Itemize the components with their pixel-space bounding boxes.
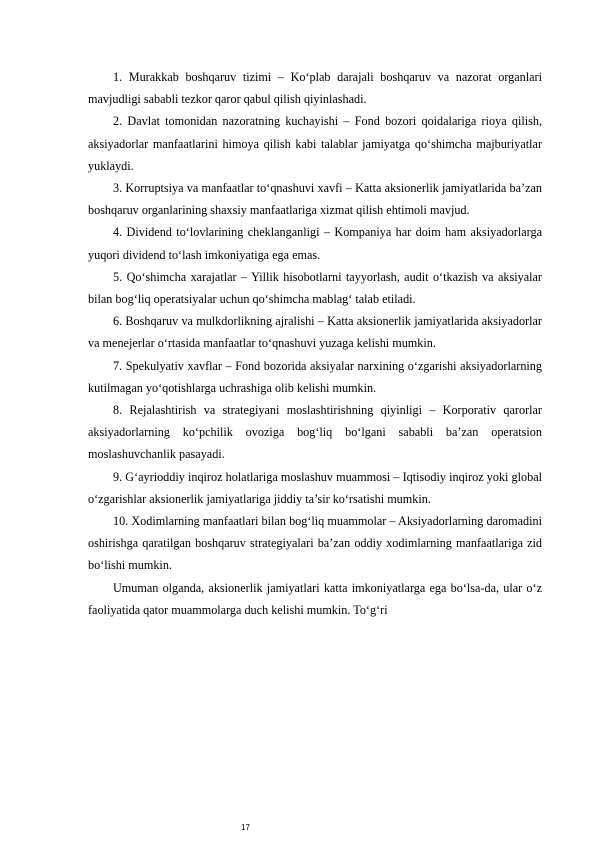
paragraph-4: 4. Dividend to‘lovlarining cheklanganligi – Kompaniya har doim ham aksiyadorlarga yuqori dividend to‘lash imkoniyatiga ega emas. xyxy=(88,225,542,262)
paragraph-7: 7. Spekulyativ xavflar – Fond bozorida aksiyalar narxining o‘zgarishi aksiyadorlarning kutilmagan yo‘qotishlarga uchrashiga olib kelishi mumkin. xyxy=(88,358,542,395)
paragraph-summary: Umuman olganda, aksionerlik jamiyatlari katta imkoniyatlarga ega bo‘lsa-da, ular o‘z faoliyatida qator muammolarga duch kelishi mumkin. To‘g‘ri xyxy=(88,580,542,617)
paragraph-9: 9. G‘ayrioddiy inqiroz holatlariga moslashuv muammosi – Iqtisodiy inqiroz yoki global o‘zgarishlar aksionerlik jamiyatlariga jiddiy ta’sir ko‘rsatishi mumkin. xyxy=(88,469,542,506)
paragraph-5: 5. Qo‘shimcha xarajatlar – Yillik hisobotlarni tayyorlash, audit o‘tkazish va aksiyalar bilan bog‘liq operatsiyalar uchun qo‘shimcha mablag‘ talab etiladi. xyxy=(88,269,542,307)
paragraph-10: 10. Xodimlarning manfaatlari bilan bog‘liq muammolar – Aksiyadorlarning daromadini oshirishga qaratilgan boshqaruv strategiyalari ba’zan oddiy xodimlarning manfaatlariga zid bo‘lishi mumkin. xyxy=(88,514,542,573)
paragraph-8: 8. Rejalashtirish va strategiyani moslashtirishning qiyinligi – Korporativ qarorlar aksiyadorlarning ko‘pchilik ovoziga bog‘liq bo‘lgani sababli ba’zan operatsion moslashuvchanlik pasayadi. xyxy=(88,403,542,462)
paragraph-2: 2. Davlat tomonidan nazoratning kuchayishi – Fond bozori qoidalariga rioya qilish, aksiyadorlar manfaatlarini himoya qilish kabi talablar jamiyatga qo‘shimcha majburiyatlar yuklaydi. xyxy=(88,114,542,173)
page-body xyxy=(88,66,542,621)
paragraph-3: 3. Korruptsiya va manfaatlar to‘qnashuvi xavfi – Katta aksionerlik jamiyatlarida ba’zan boshqaruv organlarining shaxsiy manfaatlariga xizmat qilish ehtimoli mavjud. xyxy=(88,181,542,218)
page-number: 17 xyxy=(241,823,250,832)
paragraph-6: 6. Boshqaruv va mulkdorlikning ajralishi – Katta aksionerlik jamiyatlarida aksiyadorlar va menejerlar o‘rtasida manfaatlar to‘qnashuvi yuzaga kelishi mumkin. xyxy=(88,314,542,351)
paragraph-1: 1. Murakkab boshqaruv tizimi – Ko‘plab darajali boshqaruv va nazorat organlari mavjudligi sababli tezkor qaror qabul qilish qiyinlashadi. xyxy=(88,70,542,107)
